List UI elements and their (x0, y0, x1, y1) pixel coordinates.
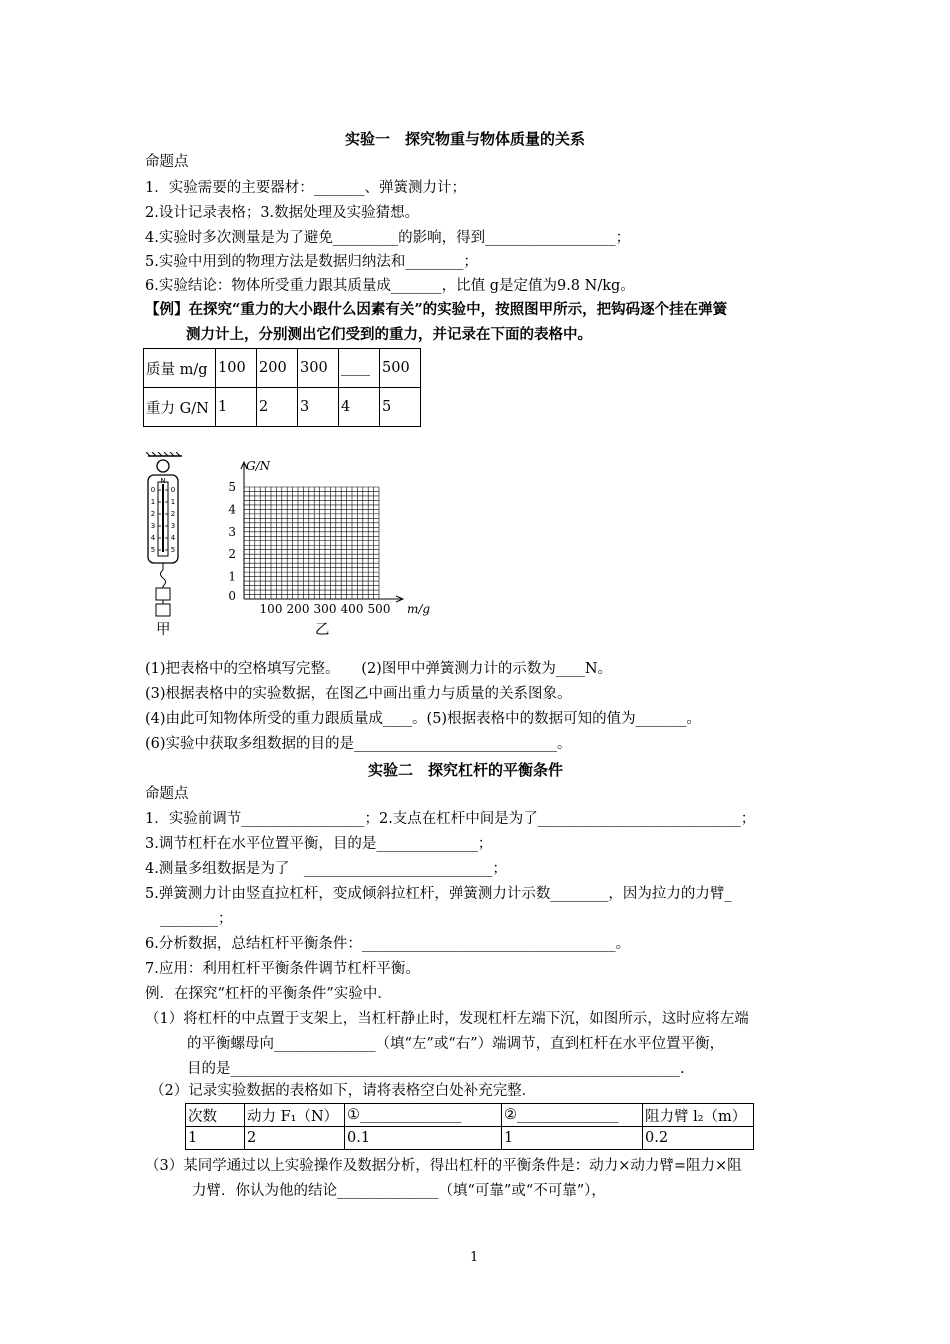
table-cell: 500 (380, 349, 421, 388)
exp2-question-2: （2）记录实验数据的表格如下，请将表格空白处补充完整． (150, 1083, 537, 1099)
scale-left-label: 2 (150, 510, 156, 518)
exp2-question-3-cont: 力臂．你认为他的结论______________（填“可靠”或“不可靠”）， (192, 1183, 606, 1199)
exp1-point-4: 4.实验时多次测量是为了避免_________的影响，得到__________________； (145, 230, 631, 246)
hook-weight (156, 588, 170, 600)
exp1-question-3: (3)根据表格中的实验数据，在图乙中画出重力与质量的关系图象。 (145, 686, 572, 702)
table-cell: 阻力臂 l₂（m） (643, 1104, 754, 1127)
table-cell: 3 (298, 388, 339, 427)
scale-right-label: 3 (170, 522, 176, 530)
spring-scale-figure (140, 452, 190, 642)
exp2-point-4: 4.测量多组数据是为了 __________________________； (145, 861, 507, 877)
table-cell: 质量 m/g (144, 349, 216, 388)
table-cell: 100 (216, 349, 257, 388)
table-cell: 0.1 (345, 1127, 502, 1150)
table-cell: 2 (245, 1127, 345, 1150)
x-tick-label: 200 (286, 602, 310, 616)
table-cell: 5 (380, 388, 421, 427)
x-axis-label: m/g (407, 602, 431, 616)
y-tick-label: 1 (228, 569, 236, 584)
y-tick-label: 0 (228, 589, 236, 603)
scale-right-label: 4 (170, 534, 176, 542)
exp2-question-1-purpose: 目的是______________________________________________________________. (187, 1061, 685, 1077)
x-tick-label: 100 (259, 602, 283, 616)
y-tick-label: 5 (228, 480, 236, 494)
exp1-example-line2: 测力计上，分别测出它们受到的重力，并记录在下面的表格中。 (186, 326, 592, 343)
scale-left-label: 3 (150, 522, 156, 530)
table-row (186, 1127, 754, 1150)
y-tick-label: 3 (228, 524, 236, 539)
exp2-point-5: 5.弹簧测力计由竖直拉杠杆，变成倾斜拉杠杆，弹簧测力计示数________，因为拉力的力臂_ (145, 886, 732, 902)
exp1-point-6: 6.实验结论：物体所受重力跟其质量成_______，比值 g是定值为9.8 N/kg。 (145, 278, 635, 294)
exp2-points-heading: 命题点 (145, 786, 189, 802)
exp2-point-5-cont: ________； (160, 911, 233, 927)
hook-weight (156, 604, 170, 616)
table-cell: 1 (216, 388, 257, 427)
table-cell: ②______________ (502, 1104, 643, 1127)
table-cell: 次数 (186, 1104, 245, 1127)
exp1-title: 实验一 探究物重与物体质量的关系 (345, 130, 586, 148)
y-tick-label: 2 (228, 547, 236, 562)
scale-left-label: 5 (150, 546, 156, 554)
exp2-example: 例．在探究“杠杆的平衡条件”实验中． (145, 986, 392, 1002)
figure-label-jia: 甲 (156, 622, 171, 638)
table-cell: 0.2 (643, 1127, 754, 1150)
scale-left-label: 0 (150, 486, 156, 494)
exp2-title: 实验二 探究杠杆的平衡条件 (368, 761, 564, 779)
figure-label-yi: 乙 (315, 622, 330, 638)
exp2-point-3: 3.调节杠杆在水平位置平衡，目的是______________； (145, 836, 493, 852)
gravity-mass-chart (222, 456, 432, 620)
table-row (186, 1104, 754, 1127)
table-cell: 4 (339, 388, 380, 427)
exp1-points-heading: 命题点 (145, 154, 189, 170)
exp1-question-6: (6)实验中获取多组数据的目的是____________________________。 (145, 736, 572, 752)
x-tick-label: 300 (313, 602, 337, 616)
x-tick-label: 400 (340, 602, 364, 616)
exp2-point-1: 1．实验前调节_________________；2.支点在杠杆中间是为了____________________________； (145, 811, 756, 827)
table-cell: 1 (186, 1127, 245, 1150)
exp1-question-4-5: (4)由此可知物体所受的重力跟质量成____。(5)根据表格中的数据可知的值为_______。 (145, 711, 701, 727)
table-cell: 1 (502, 1127, 643, 1150)
scale-left-label: 1 (150, 498, 156, 506)
mass-weight-table (143, 348, 421, 427)
exp2-question-1: （1）将杠杆的中点置于支架上，当杠杆静止时，发现杠杆左端下沉，如图所示，这时应将左端 (145, 1011, 749, 1027)
scale-right-label: 0 (170, 486, 176, 494)
exp1-example-line1: 【例】在探究“重力的大小跟什么因素有关”的实验中，按照图甲所示，把钩码逐个挂在弹簧 (145, 301, 728, 318)
exp2-point-7: 7.应用：利用杠杆平衡条件调节杠杆平衡。 (145, 961, 420, 977)
table-row (144, 349, 421, 388)
exp2-point-6: 6.分析数据，总结杠杆平衡条件：___________________________________。 (145, 936, 631, 952)
scale-right-label: 2 (170, 510, 176, 518)
table-cell: 动力 F₁（N） (245, 1104, 345, 1127)
y-axis-label: G/N (246, 459, 271, 473)
exp2-question-3: （3）某同学通过以上实验操作及数据分析，得出杠杆的平衡条件是：动力×动力臂=阻力×阻 (145, 1158, 742, 1174)
table-cell: 200 (257, 349, 298, 388)
table-row (144, 388, 421, 427)
table-cell: ____ (339, 349, 380, 388)
exp1-point-1: 1．实验需要的主要器材：_______、弹簧测力计； (145, 180, 466, 196)
table-cell: ①______________ (345, 1104, 502, 1127)
table-cell: 300 (298, 349, 339, 388)
scale-left-label: 4 (150, 534, 156, 542)
scale-right-label: 5 (170, 546, 176, 554)
exp2-question-1-cont: 的平衡螺母向______________（填“左”或“右”）端调节，直到杠杆在水平位置平衡， (187, 1036, 725, 1052)
table-cell: 重力 G/N (144, 388, 216, 427)
table-cell: 2 (257, 388, 298, 427)
exp1-point-5: 5.实验中用到的物理方法是数据归纳法和________； (145, 254, 478, 270)
exp1-question-1-2: (1)把表格中的空格填写完整。 (2)图甲中弹簧测力计的示数为____N。 (145, 661, 613, 677)
scale-right-label: 1 (170, 498, 176, 506)
x-tick-label: 500 (367, 602, 391, 616)
exp1-point-2: 2.设计记录表格；3.数据处理及实验猜想。 (145, 205, 420, 221)
scale-unit-label: N (160, 477, 166, 485)
y-tick-label: 4 (228, 502, 236, 517)
lever-data-table (185, 1103, 754, 1150)
page-number: 1 (470, 1250, 479, 1265)
